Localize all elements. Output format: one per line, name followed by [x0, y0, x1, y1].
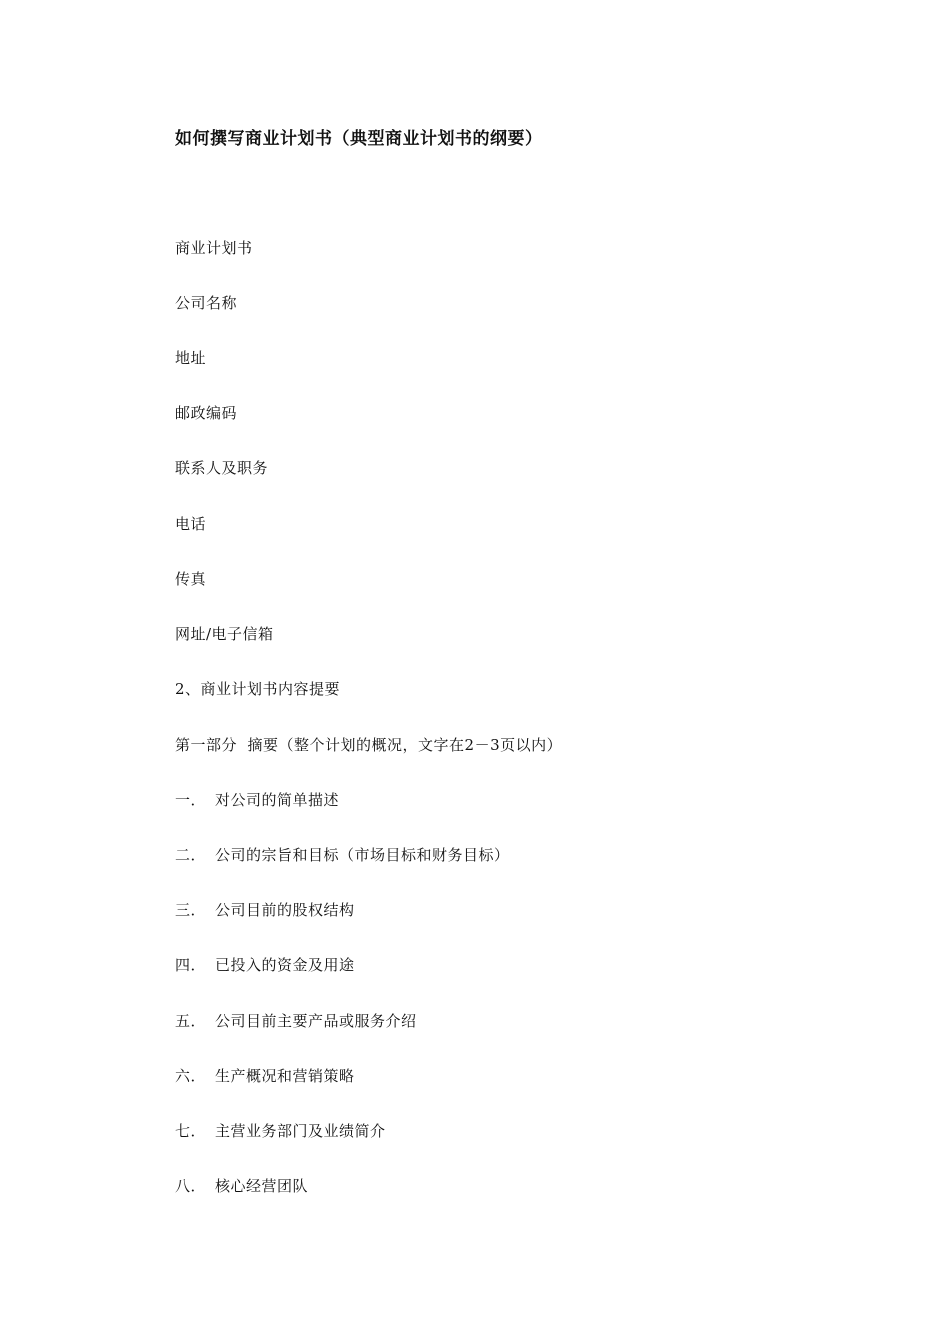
list-item-number: 四． [175, 956, 207, 974]
list-item [175, 955, 355, 975]
list-item-number: 八． [175, 1177, 207, 1195]
list-item-text: 已投入的资金及用途 [215, 956, 355, 974]
list-item-number: 六． [175, 1067, 207, 1085]
cover-field-postcode: 邮政编码 [175, 404, 238, 422]
list-item-text: 公司目前主要产品或服务介绍 [215, 1012, 417, 1030]
list-item-text: 主营业务部门及业绩简介 [215, 1122, 386, 1140]
list-item [175, 1011, 417, 1031]
list-item-number: 五． [175, 1012, 207, 1030]
list-item [175, 1121, 386, 1141]
list-item-number: 一． [175, 791, 207, 809]
list-item-text: 生产概况和营销策略 [215, 1067, 355, 1085]
document-title: 如何撰写商业计划书（典型商业计划书的纲要） [175, 129, 543, 149]
list-item-number: 二． [175, 846, 207, 864]
cover-field-address: 地址 [175, 349, 207, 367]
cover-field-website-email: 网址/电子信箱 [175, 625, 274, 643]
section-heading: 2、商业计划书内容提要 [175, 680, 341, 698]
cover-field-phone: 电话 [175, 515, 207, 533]
part-heading: 第一部分 摘要（整个计划的概况，文字在2－3页以内） [175, 736, 563, 754]
list-item [175, 1176, 308, 1196]
cover-field-contact: 联系人及职务 [175, 459, 269, 477]
list-item [175, 790, 339, 810]
list-item-number: 七． [175, 1122, 207, 1140]
cover-field-plan: 商业计划书 [175, 239, 253, 257]
list-item [175, 900, 355, 920]
cover-field-fax: 传真 [175, 570, 207, 588]
list-item-number: 三． [175, 901, 207, 919]
list-item-text: 核心经营团队 [215, 1177, 309, 1195]
cover-field-company-name: 公司名称 [175, 294, 238, 312]
list-item [175, 1066, 355, 1086]
list-item [175, 845, 510, 865]
list-item-text: 公司目前的股权结构 [215, 901, 355, 919]
list-item-text: 对公司的简单描述 [215, 791, 340, 809]
list-item-text: 公司的宗旨和目标（市场目标和财务目标） [215, 846, 510, 864]
